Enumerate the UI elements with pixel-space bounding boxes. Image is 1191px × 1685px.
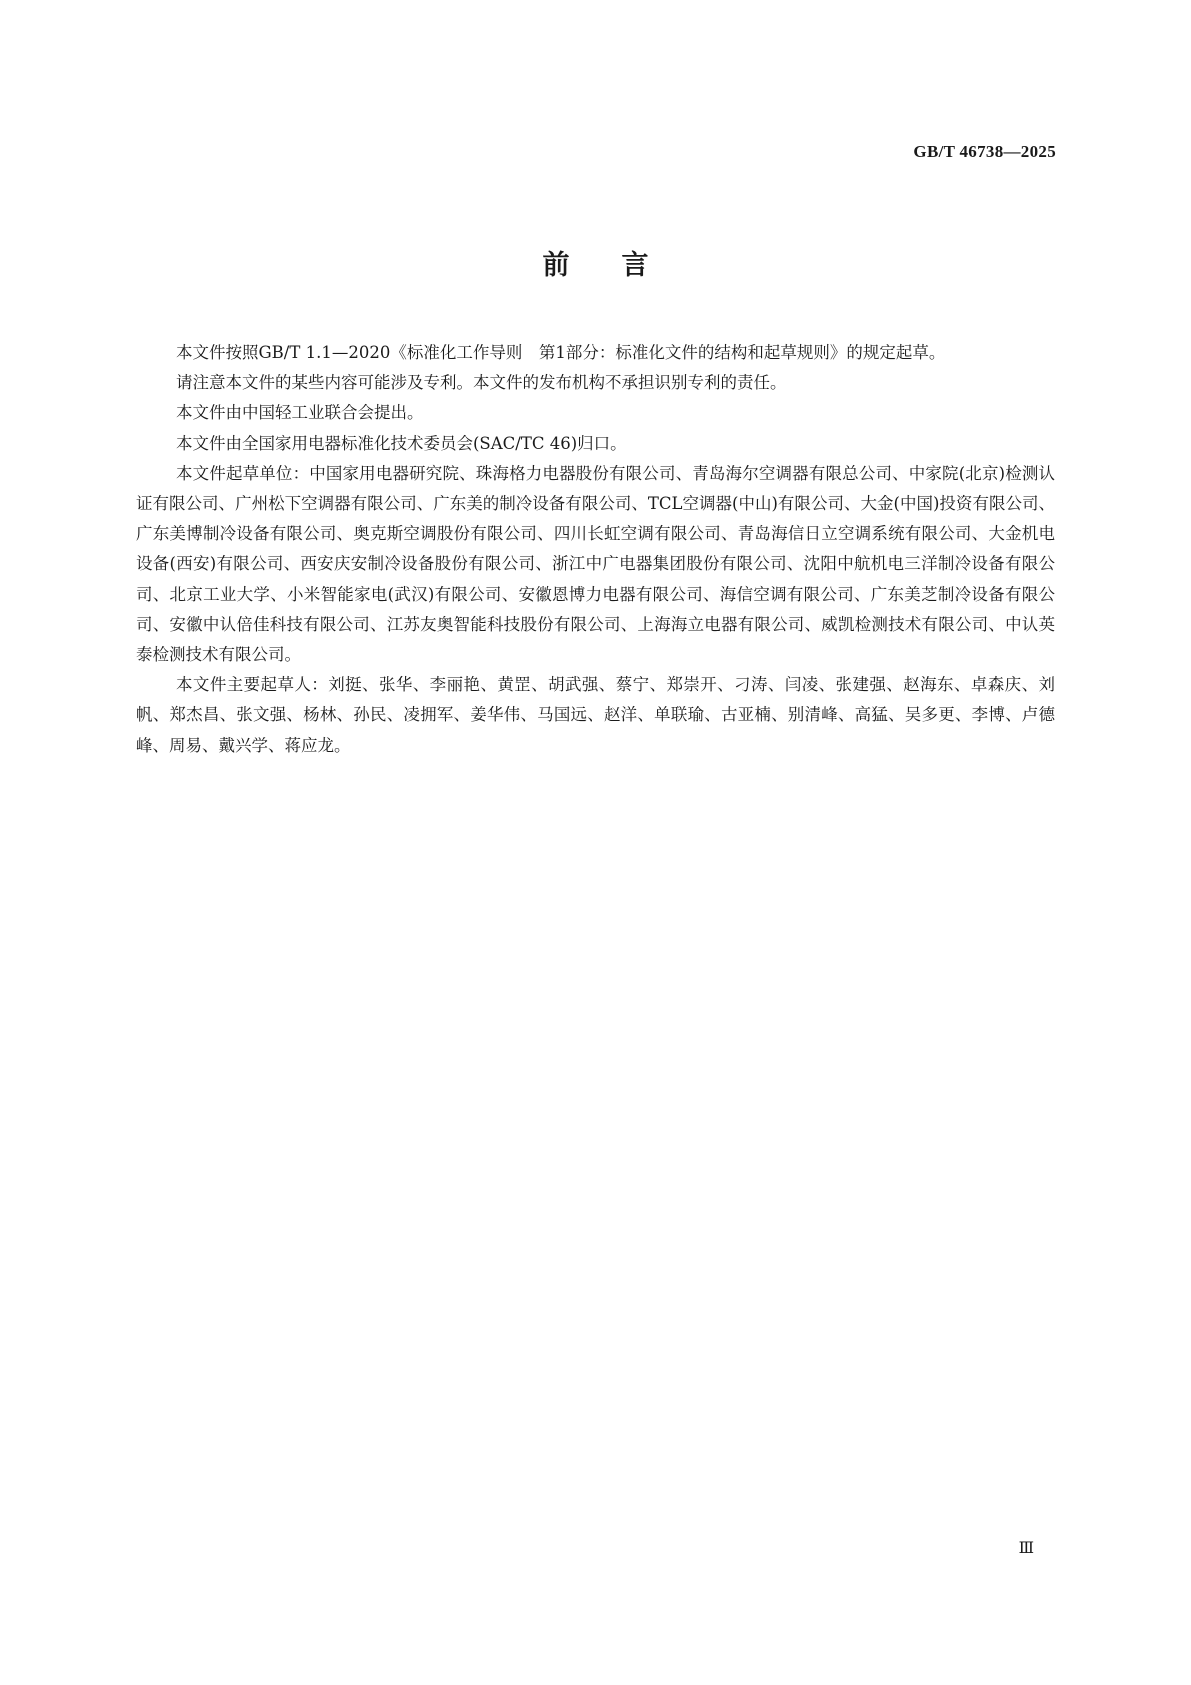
paragraph-drafting-organizations: 本文件起草单位：中国家用电器研究院、珠海格力电器股份有限公司、青岛海尔空调器有限总公司、中家院(北京)检测认证有限公司、广州松下空调器有限公司、广东美的制冷设备有限公司、TCL空调器(中山)有限公司、大金(中国)投资有限公司、广东美博制冷设备有限公司、奥克斯空调股份有限公司、四川长虹空调有限公司、青岛海信日立空调系统有限公司、大金机电设备(西安)有限公司、西安庆安制冷设备股份有限公司、浙江中广电器集团股份有限公司、沈阳中航机电三洋制冷设备有限公司、北京工业大学、小米智能家电(武汉)有限公司、安徽恩博力电器有限公司、海信空调有限公司、广东美芝制冷设备有限公司、安徽中认倍佳科技有限公司、江苏友奥智能科技股份有限公司、上海海立电器有限公司、威凯检测技术有限公司、中认英泰检测技术有限公司。 — [136, 463, 1055, 665]
paragraph-patent-notice: 请注意本文件的某些内容可能涉及专利。本文件的发布机构不承担识别专利的责任。 — [176, 373, 787, 393]
standard-code: GB/T 46738—2025 — [913, 142, 1056, 161]
paragraph-proposer: 本文件由中国轻工业联合会提出。 — [176, 403, 424, 423]
page-number: Ⅲ — [1018, 1540, 1034, 1557]
paragraph-technical-committee: 本文件由全国家用电器标准化技术委员会(SAC/TC 46)归口。 — [176, 433, 627, 453]
foreword-body — [136, 338, 1055, 761]
paragraph-drafters: 本文件主要起草人：刘挺、张华、李丽艳、黄罡、胡武强、蔡宁、郑崇开、刁涛、闫凌、张建强、赵海东、卓森庆、刘帆、郑杰昌、张文强、杨林、孙民、凌拥军、姜华伟、马国远、赵洋、单联瑜、古亚楠、别清峰、高猛、吴多更、李博、卢德峰、周易、戴兴学、蒋应龙。 — [136, 675, 1055, 755]
page-title: 前言 — [542, 250, 701, 281]
paragraph-drafting-rules: 本文件按照GB/T 1.1—2020《标准化工作导则 第1部分：标准化文件的结构和起草规则》的规定起草。 — [176, 343, 946, 362]
